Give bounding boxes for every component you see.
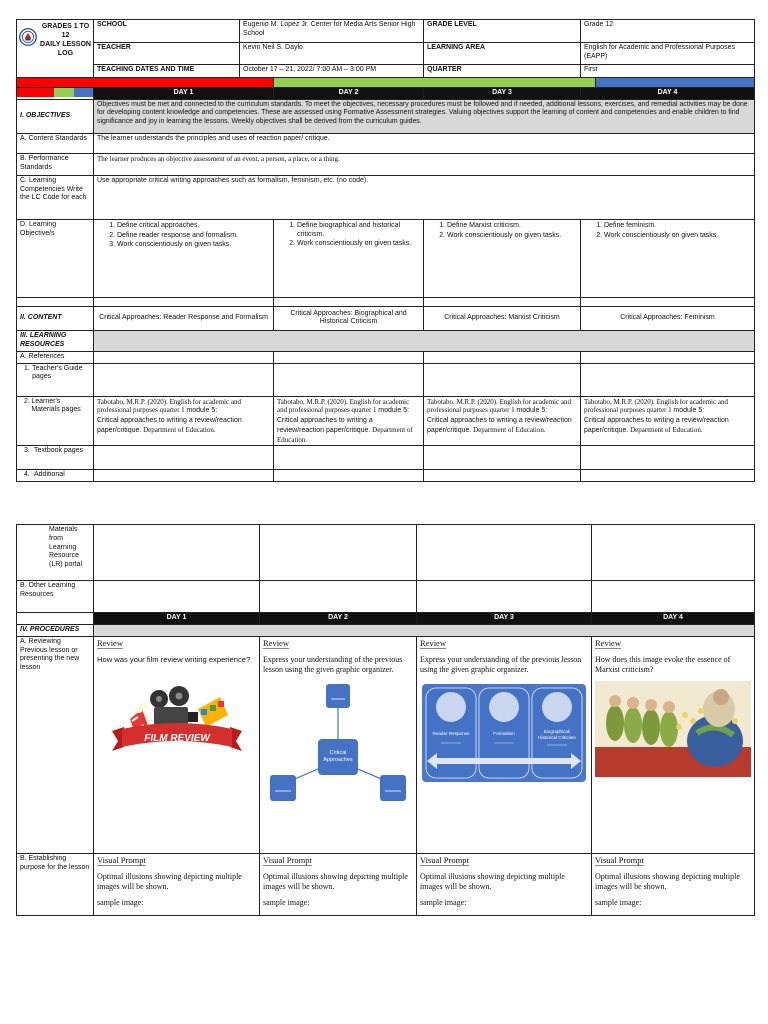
day-2-header: DAY 2 bbox=[274, 88, 424, 100]
review-title: Review bbox=[263, 637, 289, 648]
review-title: Review bbox=[97, 637, 123, 648]
content-standards-text: The learner understands the principles and uses of reaction paper/ critique. bbox=[94, 133, 755, 153]
sample-image-label: sample image: bbox=[97, 898, 144, 908]
school-value: Eugenio M. Lopez Jr. Center for Media Arts Senior High School bbox=[240, 20, 424, 43]
lo-item: 1. Define critical approaches. bbox=[117, 222, 270, 231]
review-question-day-2: Express your understanding of the previous lesson using the given graphic organizer. bbox=[263, 655, 403, 675]
purpose-day-1 bbox=[94, 853, 260, 915]
flag-red bbox=[17, 88, 54, 97]
day-3-header: DAY 3 bbox=[424, 88, 581, 100]
review-question-day-4: How does this image evoke the essence of Marxist criticism? bbox=[595, 655, 731, 675]
teaching-dates-value: October 17 – 21, 2022/ 7:00 AM – 3:00 PM bbox=[240, 65, 424, 78]
establishing-purpose-label: B. Establishing purpose for the lesson bbox=[17, 853, 94, 915]
reviewing-label: A. Reviewing Previous lesson or presenting the new lesson bbox=[17, 636, 94, 853]
flag-green bbox=[54, 88, 73, 97]
review-day-4 bbox=[592, 636, 755, 853]
additional-materials-label: 4. Additional bbox=[17, 470, 94, 482]
teachers-guide-label: 1. Teacher's Guide pages bbox=[17, 363, 94, 396]
day-1-header: DAY 1 bbox=[94, 88, 274, 100]
objectives-text: Objectives must be met and connected to the curriculum standards. To meet the objectives, necessary procedures must be followed and if needed, additional lessons, exercises, and remedial activities may be done for developing content knowledge and competencies. These are assessed using Formative Assessment strategies. Valuing objectives support the learning of content and competencies and enable children to find significance and joy in learning the lessons. Weekly objectives shall be derived from the curriculum guides. bbox=[94, 99, 755, 133]
purpose-title: Visual Prompt bbox=[97, 854, 146, 865]
lesson-log-table-top bbox=[16, 19, 755, 482]
svg-text:Approaches: Approaches bbox=[323, 757, 353, 764]
content-day-3: Critical Approaches: Marxist Criticism bbox=[424, 306, 581, 330]
grade-level-value: Grade 12 bbox=[581, 20, 755, 43]
content-standards-label: A. Content Standards bbox=[17, 133, 94, 153]
purpose-text: Optimal illusions showing depicting multiple images will be shown. bbox=[263, 872, 408, 892]
lo-item: 3. Work conscientiously on given tasks. bbox=[117, 241, 270, 250]
learning-resources-label: III. LEARNING RESOURCES bbox=[17, 330, 94, 351]
procedures-label: IV. PROCEDURES bbox=[17, 625, 94, 637]
review-title: Review bbox=[595, 637, 621, 648]
textbook-pages-label: 3. Textbook pages bbox=[17, 446, 94, 470]
lesson-log-table-bottom bbox=[16, 524, 755, 916]
three-approaches-organizer bbox=[421, 683, 587, 783]
learning-area-value: English for Academic and Professional Purposes (EAPP) bbox=[581, 43, 755, 65]
learning-objectives-day-3 bbox=[424, 219, 581, 297]
green-strip bbox=[274, 78, 596, 88]
purpose-title: Visual Prompt bbox=[595, 854, 644, 865]
lm-reference-day-2: Tabotabo, M.R.P. (2020). English for academic and professional purposes quarter 1 module 5: Critical approaches to writing a review/reaction paper/critique. Department of Education. bbox=[274, 396, 424, 446]
lo-item: 1. Define feminism. bbox=[604, 222, 751, 231]
content-label: II. CONTENT bbox=[17, 306, 94, 330]
red-strip bbox=[17, 78, 274, 88]
header-logo-cell bbox=[17, 20, 94, 78]
review-day-2 bbox=[260, 636, 417, 853]
svg-text:Historical Criticism: Historical Criticism bbox=[538, 735, 576, 741]
review-question-day-1: How was your film review writing experience? bbox=[97, 655, 251, 665]
other-resources-label: B. Other Learning Resources bbox=[17, 581, 94, 613]
sample-image-label: sample image: bbox=[595, 898, 642, 908]
content-day-2: Critical Approaches: Biographical and Historical Criticism bbox=[274, 306, 424, 330]
svg-text:Reader Response: Reader Response bbox=[432, 731, 470, 737]
teacher-label: TEACHER bbox=[94, 43, 240, 65]
sample-image-label: sample image: bbox=[263, 898, 310, 908]
review-day-1 bbox=[94, 636, 260, 853]
lm-reference-day-4: Tabotabo, M.R.P. (2020). English for academic and professional purposes quarter 1 module 5: Critical approaches to writing a review/reaction paper/critique. Department of Education. bbox=[581, 396, 755, 446]
review-question-day-3: Express your understanding of the previous lesson using the given graphic organizer. bbox=[420, 655, 582, 675]
purpose-text: Optimal illusions showing depicting multiple images will be shown. bbox=[595, 872, 740, 892]
content-day-4: Critical Approaches: Feminism bbox=[581, 306, 755, 330]
svg-text:Critical: Critical bbox=[329, 750, 347, 757]
lm-reference-day-1: Tabotabo, M.R.P. (2020). English for academic and professional purposes quarter 1 module 5: Critical approaches to writing a review/reaction paper/critique. Department of Education. bbox=[94, 396, 274, 446]
svg-text:Formalism: Formalism bbox=[493, 731, 515, 737]
grades-heading: GRADES 1 TO 12 bbox=[41, 23, 90, 40]
learning-objectives-label: D. Learning Objective/s bbox=[17, 219, 94, 297]
sample-image-label: sample image: bbox=[420, 898, 467, 908]
purpose-title: Visual Prompt bbox=[263, 854, 312, 865]
day-4-header-bottom: DAY 4 bbox=[592, 613, 755, 625]
learning-competencies-label: C. Learning Competencies Write the LC Code for each bbox=[17, 175, 94, 219]
lo-item: 1. Define biographical and historical criticism. bbox=[297, 222, 420, 240]
objectives-label: I. OBJECTIVES bbox=[17, 99, 94, 133]
film-review-banner: FILM REVIEW bbox=[143, 732, 210, 744]
performance-standards-label: B. Performance Standards bbox=[17, 153, 94, 175]
lo-item: 1. Define Marxist criticism. bbox=[447, 222, 577, 231]
film-review-image bbox=[102, 679, 252, 759]
flag-colors-cell bbox=[17, 88, 94, 100]
teacher-value: Kevin Neil S. Daylo bbox=[240, 43, 424, 65]
day-1-header-bottom: DAY 1 bbox=[94, 613, 260, 625]
purpose-day-3 bbox=[417, 853, 592, 915]
purpose-text: Optimal illusions showing depicting multiple images will be shown. bbox=[97, 872, 242, 892]
learning-competencies-text: Use appropriate critical writing approaches such as formalism, feminism, etc. (no code). bbox=[94, 175, 755, 219]
day-4-header: DAY 4 bbox=[581, 88, 755, 100]
references-label: A. References bbox=[17, 351, 94, 363]
purpose-day-4 bbox=[592, 853, 755, 915]
learners-materials-label: 2. Learner's Materials pages bbox=[17, 396, 94, 446]
grade-level-label: GRADE LEVEL bbox=[424, 20, 581, 43]
daily-lesson-log-heading: DAILY LESSON LOG bbox=[40, 41, 91, 58]
learning-area-label: LEARNING AREA bbox=[424, 43, 581, 65]
content-day-1: Critical Approaches: Reader Response and Formalism bbox=[94, 306, 274, 330]
school-label: SCHOOL bbox=[94, 20, 240, 43]
svg-text:Biographical/: Biographical/ bbox=[543, 729, 571, 735]
learning-objectives-day-1 bbox=[94, 219, 274, 297]
lm-reference-day-3: Tabotabo, M.R.P. (2020). English for academic and professional purposes quarter 1 module 5: Critical approaches to writing a review/reaction paper/critique. Department of Education. bbox=[424, 396, 581, 446]
marxist-cartoon-image bbox=[595, 681, 751, 777]
learning-objectives-day-4 bbox=[581, 219, 755, 297]
blue-strip bbox=[596, 78, 755, 88]
quarter-value: First bbox=[581, 65, 755, 78]
day-3-header-bottom: DAY 3 bbox=[417, 613, 592, 625]
purpose-text: Optimal illusions showing depicting multiple images will be shown. bbox=[420, 872, 565, 892]
day-2-header-bottom: DAY 2 bbox=[260, 613, 417, 625]
review-title: Review bbox=[420, 637, 446, 648]
review-day-3 bbox=[417, 636, 592, 853]
additional-materials-continued: Materials from Learning Resource (LR) portal bbox=[17, 525, 94, 581]
lo-item: 2. Work conscientiously on given tasks. bbox=[604, 232, 751, 241]
learning-objectives-day-2 bbox=[274, 219, 424, 297]
critical-approaches-organizer bbox=[263, 681, 413, 813]
lo-item: 2. Work conscientiously on given tasks. bbox=[447, 232, 577, 241]
purpose-day-2 bbox=[260, 853, 417, 915]
performance-standards-text: The learner produces an objective assessment of an event, a person, a place, or a thing. bbox=[94, 153, 755, 175]
teaching-dates-label: TEACHING DATES AND TIME bbox=[94, 65, 240, 78]
flag-blue bbox=[74, 88, 93, 97]
deped-seal-icon bbox=[19, 28, 37, 46]
purpose-title: Visual Prompt bbox=[420, 854, 469, 865]
lo-item: 2. Define reader response and formalism. bbox=[117, 232, 270, 241]
quarter-label: QUARTER bbox=[424, 65, 581, 78]
lo-item: 2. Work conscientiously on given tasks. bbox=[297, 240, 420, 249]
